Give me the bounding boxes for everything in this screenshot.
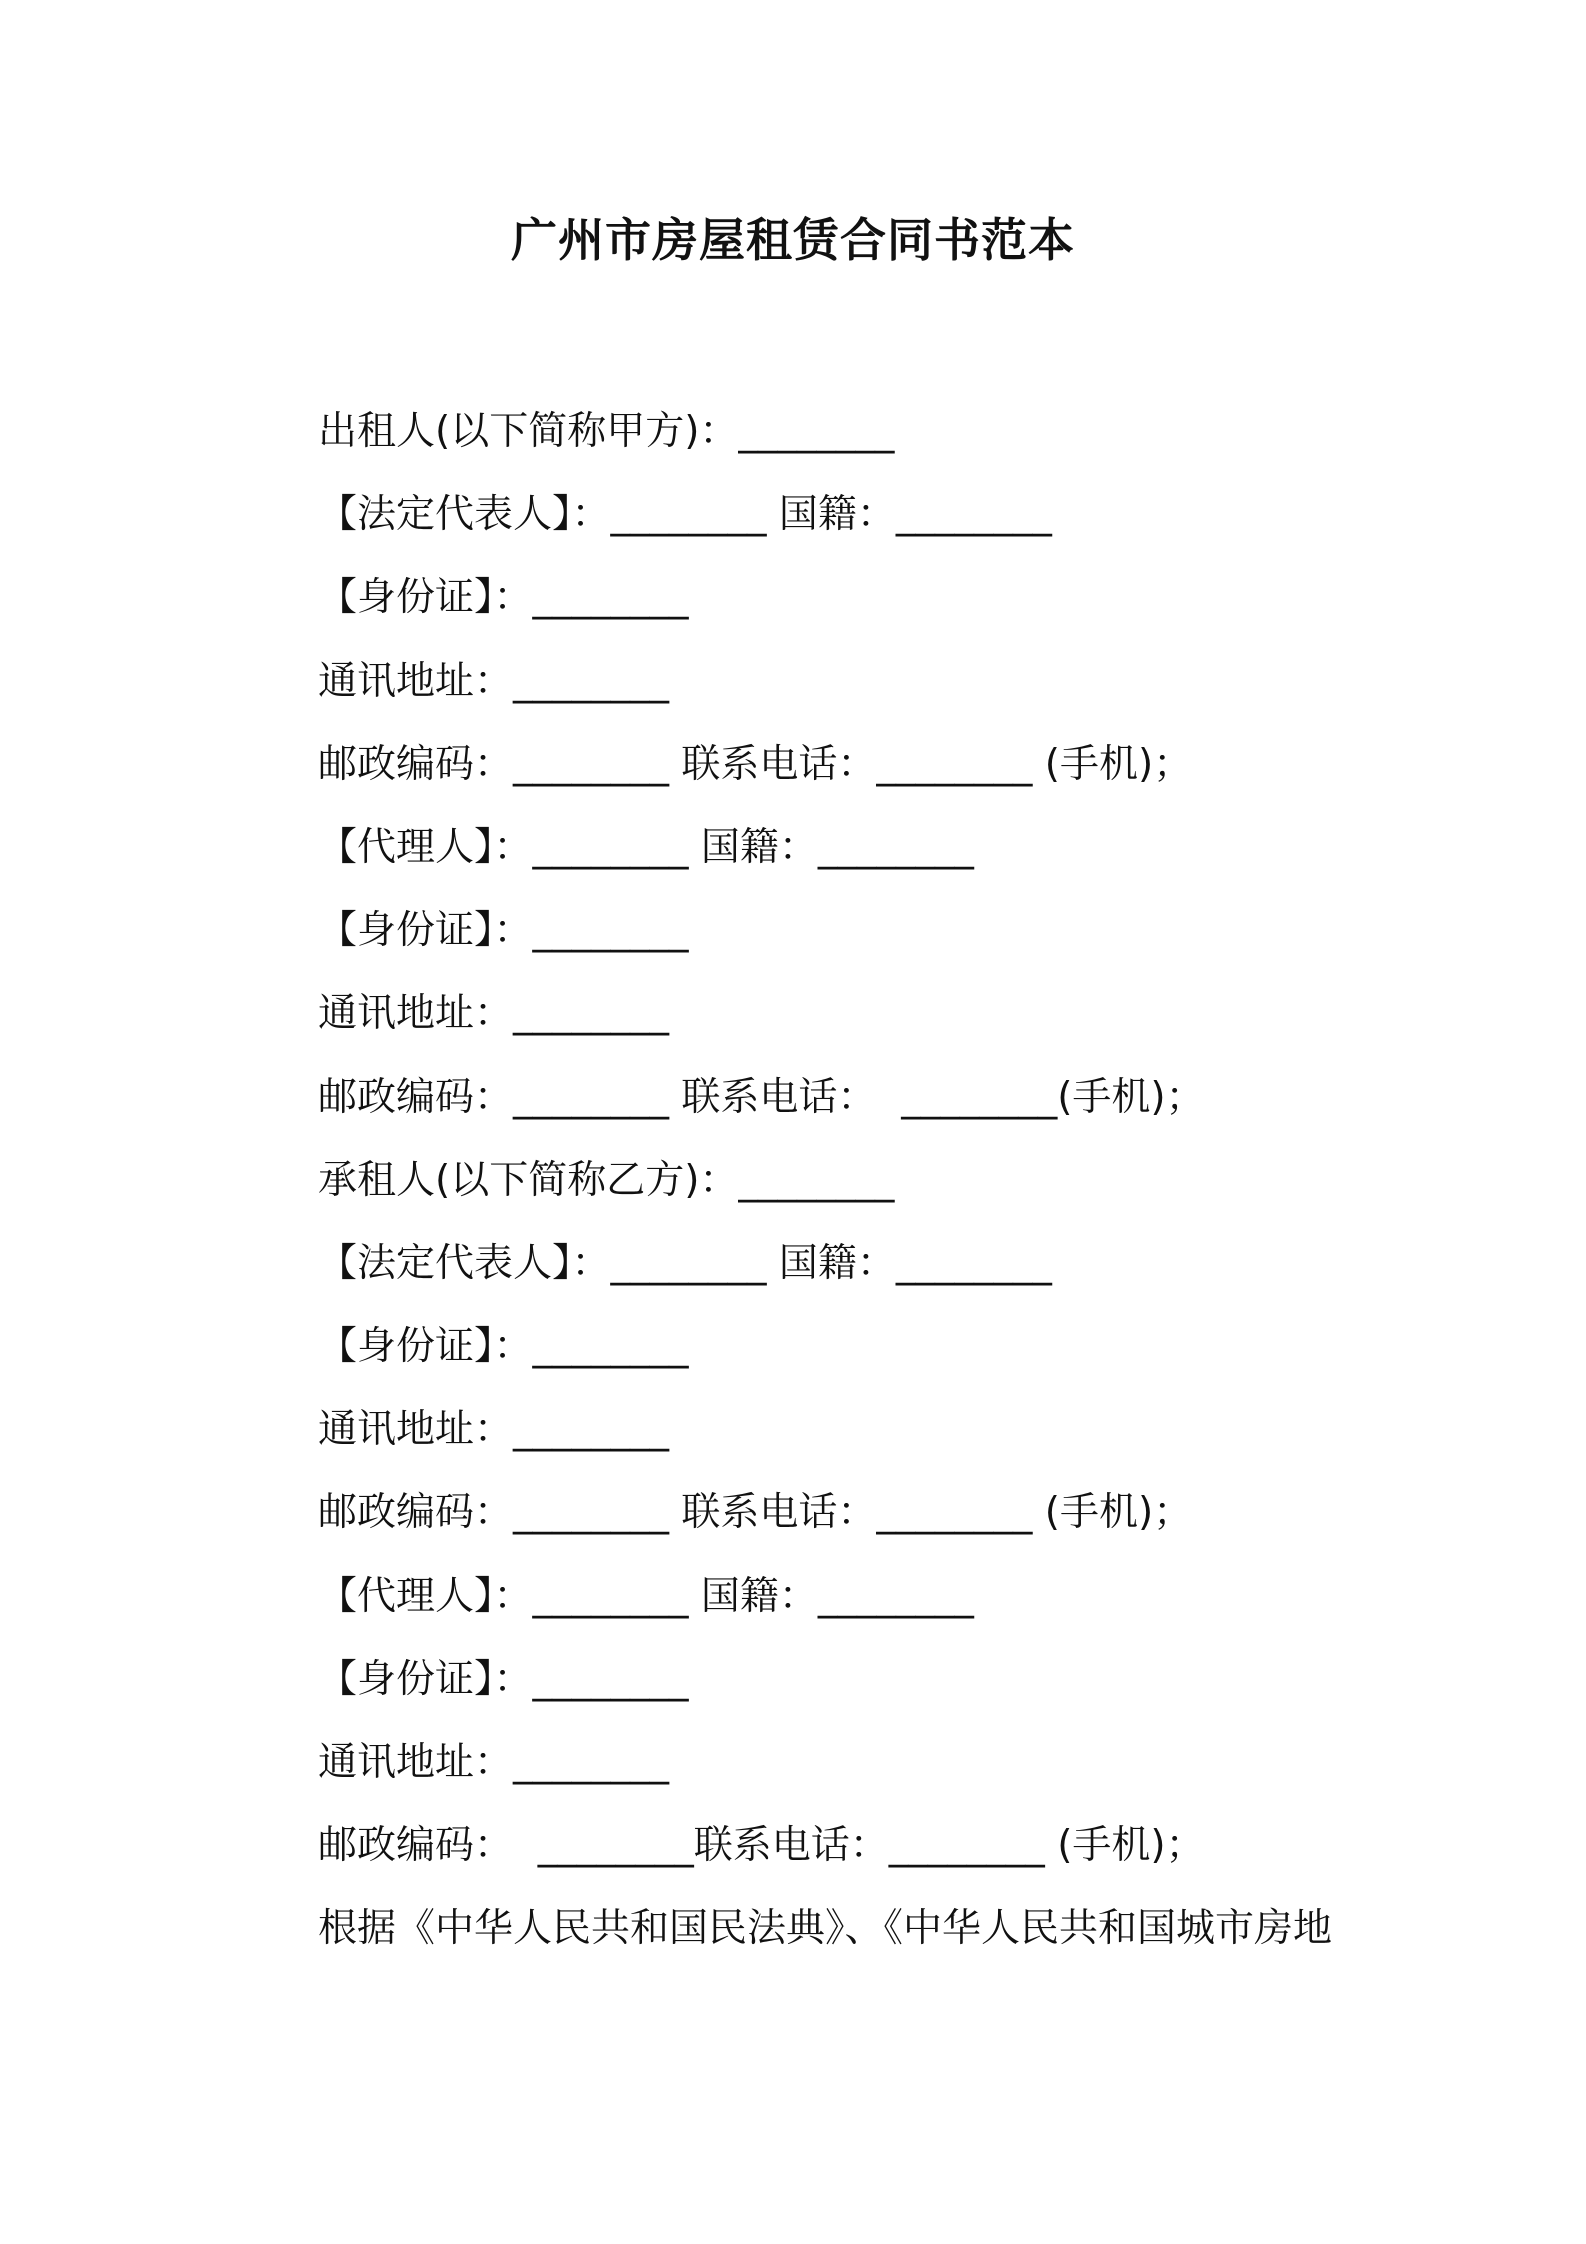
lessor-id-line: 【身份证】：________ (318, 575, 689, 621)
lessee-postcode-phone-line: 邮政编码：________ 联系电话：________ (手机)； (318, 1490, 1193, 1536)
lessor-agent-postcode-phone-line: 邮政编码：________ 联系电话： ________(手机)； (318, 1074, 1205, 1120)
contract-party-section (318, 405, 1468, 1986)
lessor-agent-address-line: 通讯地址：________ (318, 991, 670, 1037)
lessee-legal-rep-line: 【法定代表人】：________ 国籍：________ (318, 1240, 1052, 1286)
lessee-id-line: 【身份证】：________ (318, 1324, 689, 1370)
lessee-agent-line: 【代理人】：________ 国籍：________ (318, 1573, 974, 1619)
legal-basis-paragraph: 根据《中华人民共和国民法典》、《中华人民共和国城市房地 (318, 1906, 1333, 1952)
lessor-postcode-phone-line: 邮政编码：________ 联系电话：________ (手机)； (318, 741, 1193, 787)
lessor-agent-id-line: 【身份证】：________ (318, 908, 689, 954)
lessee-address-line: 通讯地址：________ (318, 1407, 670, 1453)
lessor-legal-rep-line: 【法定代表人】：________ 国籍：________ (318, 492, 1052, 538)
lessee-agent-postcode-phone-line: 邮政编码： ________联系电话：________ (手机)； (318, 1823, 1205, 1869)
lessee-name-line: 承租人(以下简称乙方)：________ (318, 1157, 895, 1203)
lessee-agent-address-line: 通讯地址：________ (318, 1740, 670, 1785)
lessee-agent-id-line: 【身份证】：________ (318, 1656, 689, 1702)
lessor-address-line: 通讯地址：________ (318, 658, 670, 704)
lessor-agent-line: 【代理人】：________ 国籍：________ (318, 824, 974, 870)
lessor-name-line: 出租人(以下简称甲方)：________ (318, 409, 895, 454)
document-title: 广州市房屋租赁合同书范本 (511, 213, 1075, 267)
